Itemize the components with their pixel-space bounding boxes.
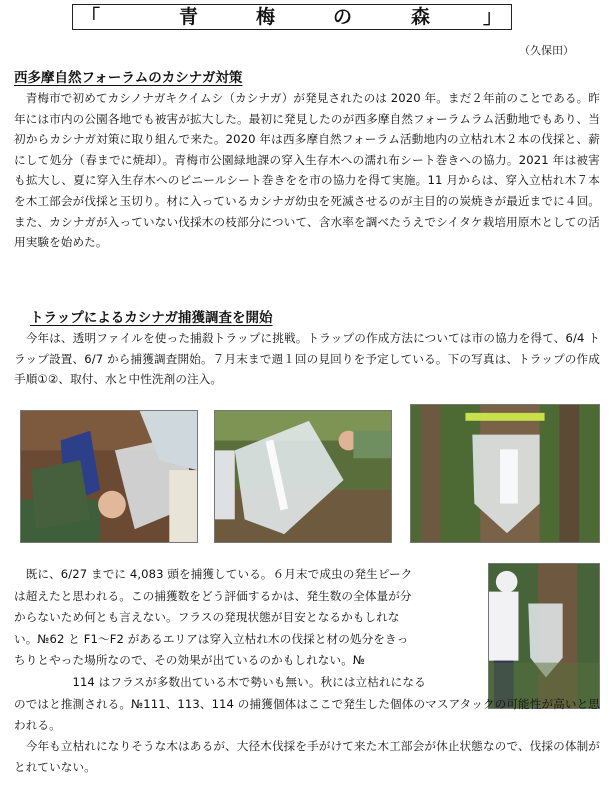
section3-line: は超えたと思われる。この捕獲数をどう評価するかは、発生数の全体量が分 xyxy=(14,588,412,603)
title-char-4: 森 xyxy=(411,6,431,28)
section3-line: い。№62 と F1～F2 があるエリアは穿入立枯れ木の伐採と材の処分をきっ xyxy=(14,631,409,646)
section3-rest: のではと推測される。№111、113、114 の捕獲個体はここで発生した個体のマスアタックの可能性が高いと思われる。 xyxy=(14,697,600,732)
title-char-1: 青 xyxy=(179,6,199,28)
section1-paragraph: 青梅市で初めてカシノナガキクイムシ（カシナガ）が発見されたのは 2020 年。まだ２年前のことである。昨年には市内の公園各地でも被害が拡大した。最初に発見したのが西多摩自然フォーラムラム活動地でもあり、当初からカシナガ対策に取り組んで来た。2020 年は西多摩自然フォーラム活動地内の立枯れ木２本の伐採と、薪にして処分（春までに焼却）。青梅市公園緑地課の穿入生存木への濡れ布シート巻きへの協力。2021 年は被害も拡大し、夏に穿入生存木へのビニールシート巻きをを市の協力を得て実施。11 月からは、穿入立枯れ木７本を木工部会が伐採と玉切り。材に入っているカシナガ幼虫を死滅させるのが主目的の炭焼きが最近までに４回。また、カシナガが入っていない伐採木の枝部分について、含水率を調べたうえでシイタケ栽培用原木としての活用実験を始めた。 xyxy=(14,91,600,250)
section1-heading: 西多摩自然フォーラムのカシナガ対策 xyxy=(14,70,243,86)
photo-trap-making-1 xyxy=(20,410,198,543)
section3-line: 既に、6/27 までに 4,083 頭を捕獲している。６月末で成虫の発生ピーク xyxy=(14,567,413,581)
author: （久保田） xyxy=(519,44,574,57)
section1-body xyxy=(14,88,600,253)
photo-trap-making-2 xyxy=(214,410,392,543)
title-char-2: 梅 xyxy=(256,6,276,28)
title-char-3: の xyxy=(333,6,353,28)
section2-paragraph: 今年は、透明ファイルを使った捕殺トラップに挑戦。トラップの作成方法については市の協力を得て、6/4 トラップ設置、6/7 から捕獲調査開始。７月末まで週１回の見回りを予定している。下の写真は、トラップの作成手順①②、取付、水と中性洗剤の注入。 xyxy=(14,331,600,387)
section2-body xyxy=(14,328,600,390)
section2-heading: トラップによるカシナガ捕獲調査を開始 xyxy=(30,310,273,326)
section3-wrapped-lines xyxy=(14,564,484,693)
section3-line: ちりとやった場所なので、その効果が出ているのかもしれない。№ xyxy=(14,653,366,667)
section3-last: 今年も立枯れになりそうな木はあるが、大径木伐採を手がけて来た木工部会が休止状態なので、伐採の体制がとれていない。 xyxy=(14,739,600,774)
photo-trap-inspection xyxy=(488,563,600,709)
title-char-close: 」 xyxy=(483,6,503,28)
section3-continuation xyxy=(14,694,600,778)
section3-line: からないため何とも言えない。フラスの発現状態が目安となるかもしれな xyxy=(14,610,400,624)
section3-line: 114 はフラスが多数出ている木で勢いも無い。秋には立枯れになる xyxy=(14,674,426,689)
title-box xyxy=(72,4,512,30)
title-char-open: 「 xyxy=(81,6,101,28)
photo-trap-attached xyxy=(410,404,600,543)
